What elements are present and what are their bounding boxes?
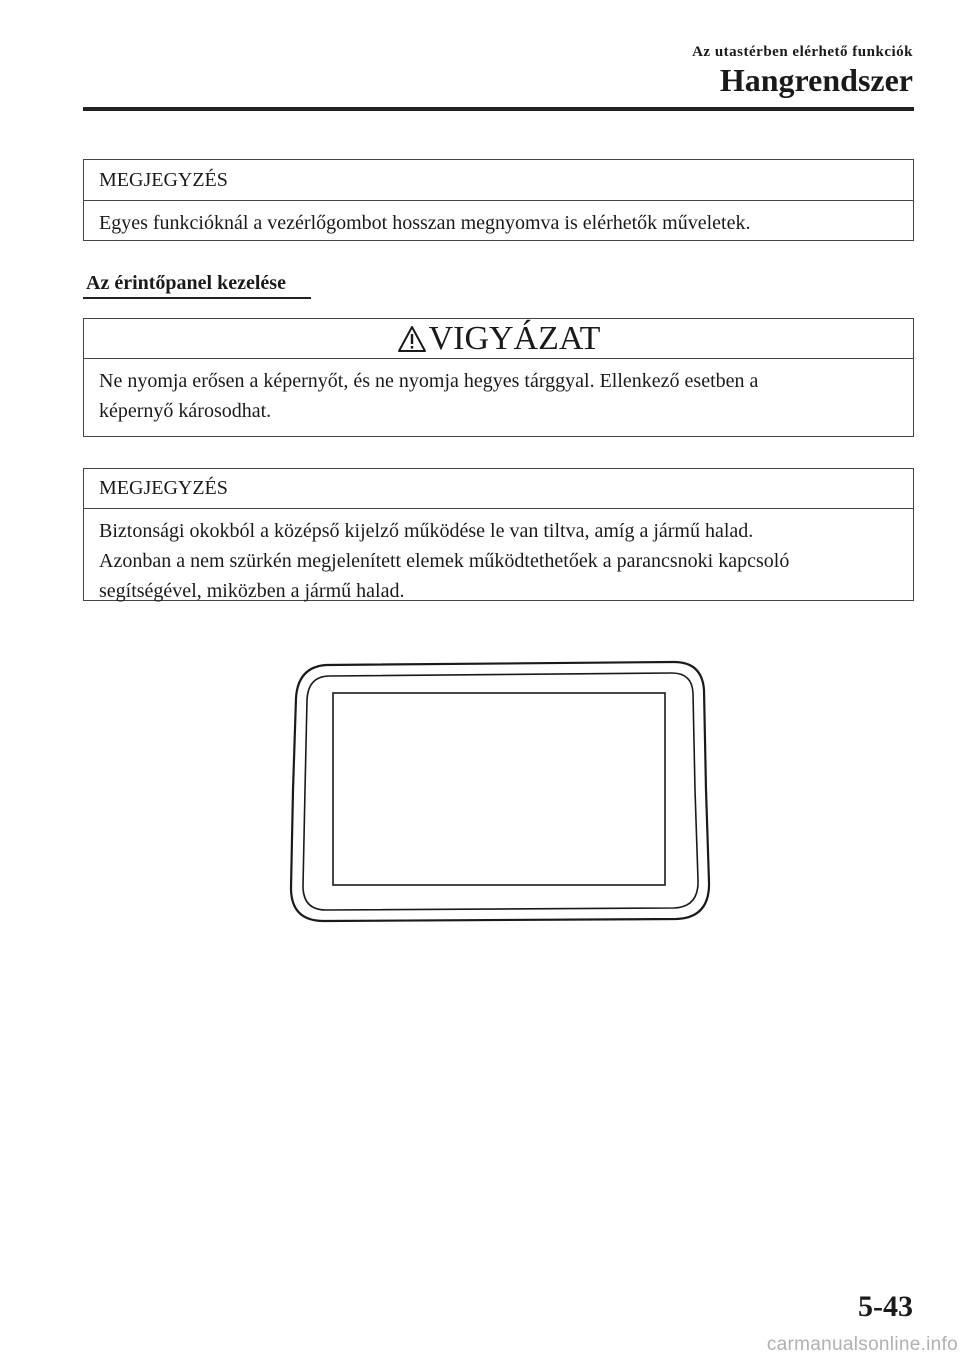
caution-header [84,319,913,359]
section-underline [83,297,311,299]
note-heading-2: MEGJEGYZÉS [84,469,913,509]
watermark: carmanualsonline.info [766,1334,958,1355]
caution-box [83,318,914,437]
warning-triangle-icon [397,325,427,353]
caution-text [84,359,913,426]
note-box-2 [83,468,914,601]
caution-heading: VIGYÁZAT [428,319,601,357]
note-line: segítségével, miközben a jármű halad. [99,580,405,602]
page-title: Hangrendszer [719,62,913,98]
section-title: Az utastérben elérhető funkciók [692,44,913,60]
note-text-1: Egyes funkcióknál a vezérlőgombot hosszan megnyomva is elérhetők műveletek. [99,212,751,234]
note-box-1 [83,159,914,241]
center-display-illustration [288,660,712,924]
header-rule [83,107,914,111]
page-number: 5-43 [858,1290,913,1323]
note-text-2 [84,509,913,606]
caution-line: képernyő károsodhat. [99,400,272,422]
section-heading: Az érintőpanel kezelése [86,272,286,294]
note-heading-1: MEGJEGYZÉS [84,160,913,201]
display-screen-area [333,693,665,885]
note-line: Biztonsági okokból a középső kijelző működése le van tiltva, amíg a jármű halad. [99,520,754,542]
caution-line: Ne nyomja erősen a képernyőt, és ne nyomja hegyes tárggyal. Ellenkező esetben a [99,370,759,392]
note-line: Azonban a nem szürkén megjelenített elemek működtethetőek a parancsnoki kapcsoló [99,550,790,572]
